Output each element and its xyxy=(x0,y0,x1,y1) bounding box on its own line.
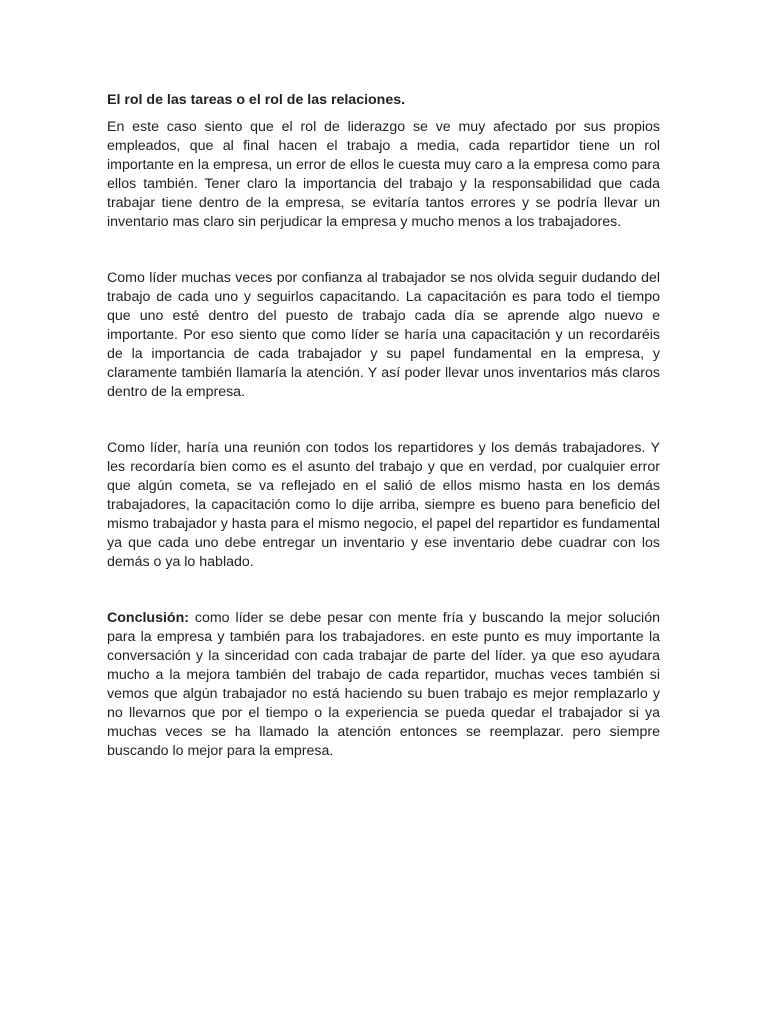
conclusion-paragraph xyxy=(107,609,660,761)
document-title: El rol de las tareas o el rol de las relaciones. xyxy=(107,92,406,108)
paragraph-1: En este caso siento que el rol de liderazgo se ve muy afectado por sus propios empleados, que al final hacen el trabajo a media, cada repartidor tiene un rol importante en la empresa, un error de ellos le cuesta muy caro a la empresa como para ellos también. Tener claro la importancia del trabajo y la responsabilidad que cada trabajar tiene dentro de la empresa, se evitaría tantos errores y se podría llevar un inventario mas claro sin perjudicar la empresa y mucho menos a los trabajadores. xyxy=(107,119,660,230)
conclusion-text: como líder se debe pesar con mente fría y buscando la mejor solución para la empresa y también para los trabajadores. en este punto es muy importante la conversación y la sinceridad con cada trabajar de parte del líder. ya que eso ayudara mucho a la mejora también del trabajo de cada repartidor, muchas veces también si vemos que algún trabajador no está haciendo su buen trabajo es mejor remplazarlo y no llevarnos que por el tiempo o la experiencia se pueda quedar el trabajador si ya muchas veces se ha llamado la atención entonces se reemplazar. pero siempre buscando lo mejor para la empresa. xyxy=(107,610,660,759)
document-body xyxy=(107,91,660,761)
conclusion-label: Conclusión: xyxy=(107,610,189,626)
paragraph-2: Como líder muchas veces por confianza al trabajador se nos olvida seguir dudando del trabajo de cada uno y seguirlos capacitando. La capacitación es para todo el tiempo que uno esté dentro del puesto de trabajo cada día se aprende algo nuevo e importante. Por eso siento que como líder se haría una capacitación y un recordaréis de la importancia de cada trabajador y su papel fundamental en la empresa, y claramente también llamaría la atención. Y así poder llevar unos inventarios más claros dentro de la empresa. xyxy=(107,270,660,400)
paragraph-3: Como líder, haría una reunión con todos los repartidores y los demás trabajadores. Y les recordaría bien como es el asunto del trabajo y que en verdad, por cualquier error que algún cometa, se va reflejado en el salió de ellos mismo hasta en los demás trabajadores, la capacitación como lo dije arriba, siempre es bueno para beneficio del mismo trabajador y hasta para el mismo negocio, el papel del repartidor es fundamental ya que cada uno debe entregar un inventario y ese inventario debe cuadrar con los demás o ya lo hablado. xyxy=(107,440,660,570)
